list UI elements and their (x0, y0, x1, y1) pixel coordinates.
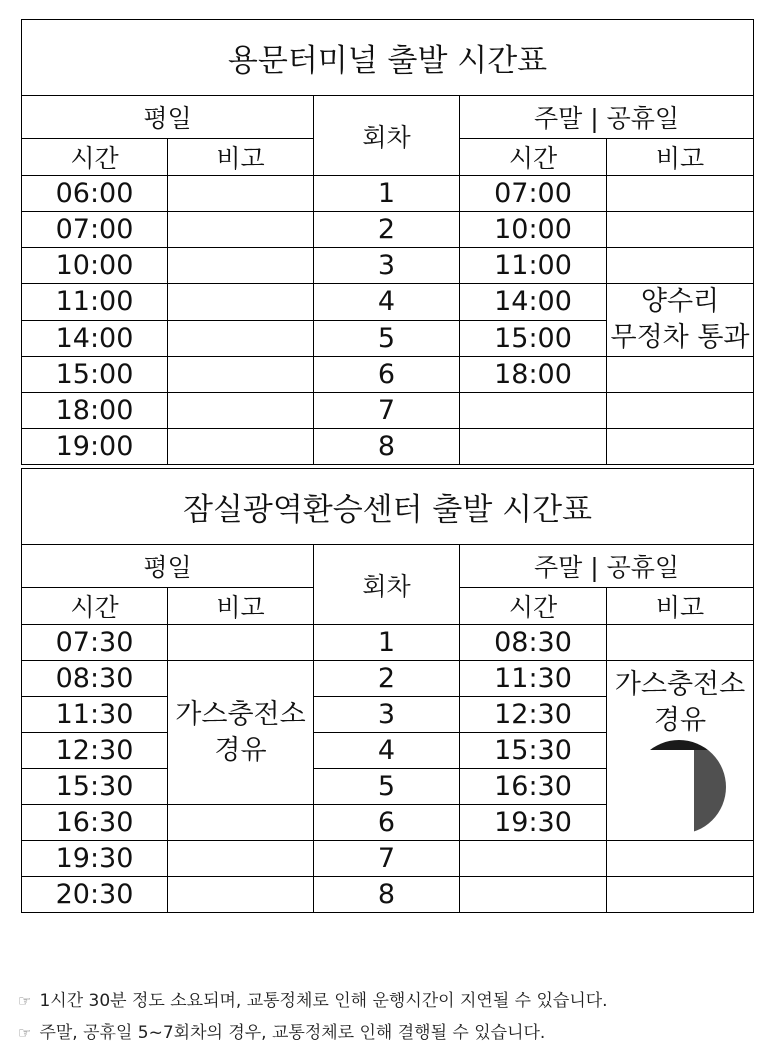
weekday-note-header: 비고 (168, 139, 314, 176)
weekend-time (460, 429, 607, 465)
weekend-note (607, 176, 754, 212)
weekday-note-gas-station (168, 661, 314, 805)
round-number: 2 (314, 661, 460, 697)
weekday-note (168, 357, 314, 393)
weekend-note (607, 429, 754, 465)
weekend-time: 07:00 (460, 176, 607, 212)
pointing-hand-icon: ☞ (18, 992, 32, 1010)
round-number: 7 (314, 393, 460, 429)
round-number: 4 (314, 733, 460, 769)
note-line: 무정차 통과 (610, 322, 750, 353)
weekday-note (168, 393, 314, 429)
weekday-time: 16:30 (22, 805, 168, 841)
weekday-time: 07:00 (22, 212, 168, 248)
table-row (22, 841, 754, 877)
round-number: 8 (314, 429, 460, 465)
round-header: 회차 (314, 545, 460, 625)
table-row (22, 212, 754, 248)
note-line: 경유 (653, 705, 707, 736)
round-number: 6 (314, 357, 460, 393)
note-line: 가스충전소 (614, 669, 746, 700)
note-line: 양수리 (640, 286, 720, 317)
weekday-time-header: 시간 (22, 588, 168, 625)
weekend-time-header: 시간 (460, 588, 607, 625)
footnote-text: 1시간 30분 정도 소요되며, 교통정체로 인해 운행시간이 지연될 수 있습니다. (39, 991, 608, 1011)
round-header: 회차 (314, 96, 460, 176)
weekend-note (607, 393, 754, 429)
footnote-cancellation (18, 1018, 545, 1043)
weekday-note (168, 248, 314, 284)
weekend-note (607, 841, 754, 877)
weekend-time: 15:30 (460, 733, 607, 769)
table-row (22, 284, 754, 321)
weekend-note (607, 248, 754, 284)
weekend-time: 08:30 (460, 625, 607, 661)
note-line: 가스충전소 (175, 698, 306, 730)
weekday-time: 06:00 (22, 176, 168, 212)
weekday-time: 11:30 (22, 697, 168, 733)
weekday-note (168, 320, 314, 357)
weekend-note-nonstop (607, 284, 754, 357)
round-number: 8 (314, 877, 460, 913)
weekend-time-header: 시간 (460, 139, 607, 176)
weekday-time: 20:30 (22, 877, 168, 913)
weekend-time: 16:30 (460, 769, 607, 805)
weekday-time: 15:00 (22, 357, 168, 393)
weekday-note (168, 841, 314, 877)
weekday-note (168, 429, 314, 465)
weekend-note (607, 625, 754, 661)
table-row (22, 661, 754, 697)
weekday-time: 19:30 (22, 841, 168, 877)
weekday-note (168, 212, 314, 248)
round-number: 1 (314, 625, 460, 661)
timetable-yongmun (21, 19, 754, 465)
round-number: 1 (314, 176, 460, 212)
table-row (22, 625, 754, 661)
weekend-note (607, 357, 754, 393)
weekday-note (168, 805, 314, 841)
weekday-note-header: 비고 (168, 588, 314, 625)
round-number: 4 (314, 284, 460, 321)
weekday-time: 11:00 (22, 284, 168, 321)
table-row (22, 248, 754, 284)
weekday-note (168, 176, 314, 212)
table-title: 잠실광역환승센터 출발 시간표 (22, 469, 754, 545)
footnote-text: 주말, 공휴일 5~7회차의 경우, 교통정체로 인해 결행될 수 있습니다. (39, 1023, 546, 1043)
table-row (22, 393, 754, 429)
weekday-note (168, 284, 314, 321)
weekday-time-header: 시간 (22, 139, 168, 176)
weekday-time: 14:00 (22, 320, 168, 357)
weekend-note-header: 비고 (607, 139, 754, 176)
round-number: 5 (314, 320, 460, 357)
round-number: 7 (314, 841, 460, 877)
weekend-time: 10:00 (460, 212, 607, 248)
weekend-time: 11:30 (460, 661, 607, 697)
round-number: 2 (314, 212, 460, 248)
weekend-time (460, 393, 607, 429)
weekend-time: 19:30 (460, 805, 607, 841)
table-title: 용문터미널 출발 시간표 (22, 20, 754, 96)
table-row (22, 429, 754, 465)
weekday-header: 평일 (22, 96, 314, 139)
weekend-note-header: 비고 (607, 588, 754, 625)
round-number: 3 (314, 697, 460, 733)
weekday-time: 07:30 (22, 625, 168, 661)
weekend-time: 15:00 (460, 320, 607, 357)
weekend-header: 주말 | 공휴일 (460, 96, 754, 139)
weekend-time: 18:00 (460, 357, 607, 393)
weekend-header: 주말 | 공휴일 (460, 545, 754, 588)
weekend-note (607, 877, 754, 913)
footnote-travel-time (18, 986, 608, 1011)
timetable-jamsil (21, 468, 754, 913)
weekend-note (607, 212, 754, 248)
weekend-time: 11:00 (460, 248, 607, 284)
overlay-circle-graphic (631, 739, 727, 835)
round-number: 6 (314, 805, 460, 841)
weekend-time (460, 877, 607, 913)
weekend-time: 14:00 (460, 284, 607, 321)
weekday-time: 18:00 (22, 393, 168, 429)
weekday-note (168, 877, 314, 913)
weekend-time (460, 841, 607, 877)
round-number: 5 (314, 769, 460, 805)
weekday-header: 평일 (22, 545, 314, 588)
weekday-time: 19:00 (22, 429, 168, 465)
table-row (22, 357, 754, 393)
table-row (22, 176, 754, 212)
weekend-time: 12:30 (460, 697, 607, 733)
weekday-time: 12:30 (22, 733, 168, 769)
table-row (22, 877, 754, 913)
round-number: 3 (314, 248, 460, 284)
note-line: 경유 (214, 734, 267, 766)
weekday-time: 10:00 (22, 248, 168, 284)
weekday-time: 15:30 (22, 769, 168, 805)
pointing-hand-icon: ☞ (18, 1024, 32, 1042)
weekday-note (168, 625, 314, 661)
weekday-time: 08:30 (22, 661, 168, 697)
